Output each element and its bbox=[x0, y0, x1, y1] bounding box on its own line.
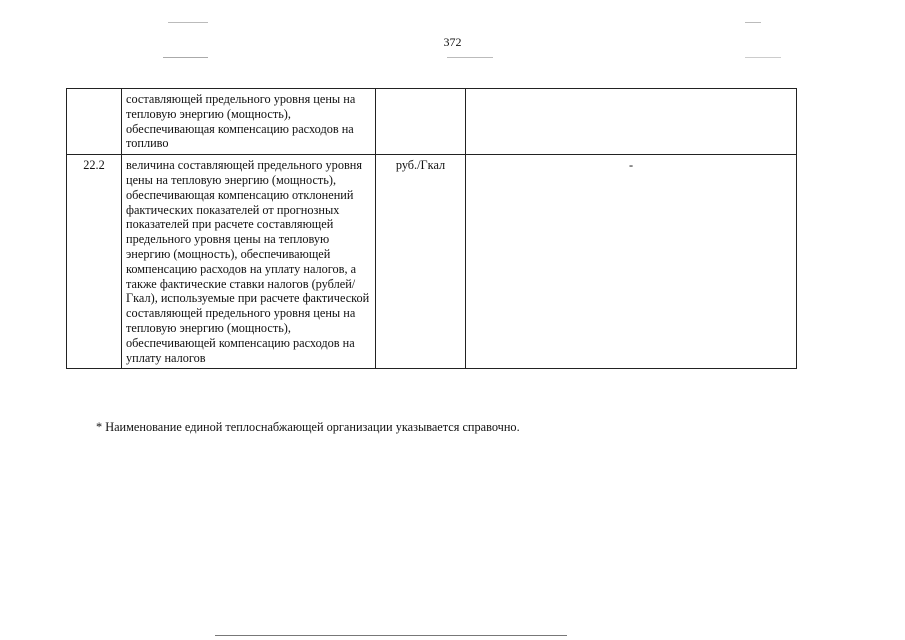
footnote: * Наименование единой теплоснабжающей организации указывается справочно. bbox=[96, 420, 520, 434]
row-unit bbox=[376, 89, 466, 155]
scan-artifact bbox=[163, 57, 208, 58]
row-value bbox=[466, 89, 797, 155]
scan-artifact bbox=[745, 22, 761, 23]
page-number: 372 bbox=[443, 35, 462, 49]
scan-artifact bbox=[168, 22, 208, 23]
row-value: - bbox=[466, 155, 797, 369]
row-number bbox=[67, 89, 122, 155]
table-row bbox=[67, 89, 797, 155]
document-table bbox=[66, 88, 797, 369]
table-row bbox=[67, 155, 797, 369]
scan-artifact bbox=[745, 57, 781, 58]
row-number: 22.2 bbox=[67, 155, 122, 369]
row-unit: руб./Гкал bbox=[376, 155, 466, 369]
row-name: составляющей предельного уровня цены на тепловую энергию (мощность), обеспечивающая компенсацию расходов на топливо bbox=[122, 89, 376, 155]
row-name: величина составляющей предельного уровня цены на тепловую энергию (мощность), обеспечивающая компенсацию отклонений фактических показателей от прогнозных показателей при расчете составляющей предельного уровня цены на тепловую энергию (мощность), обеспечивающей компенсацию расходов на уплату налогов, а также фактические ставки налогов (рублей/Гкал), используемые при расчете фактической составляющей предельного уровня цены на тепловую энергию (мощность), обеспечивающей компенсацию расходов на уплату налогов bbox=[122, 155, 376, 369]
scan-artifact bbox=[215, 635, 567, 636]
scan-artifact bbox=[447, 57, 493, 58]
